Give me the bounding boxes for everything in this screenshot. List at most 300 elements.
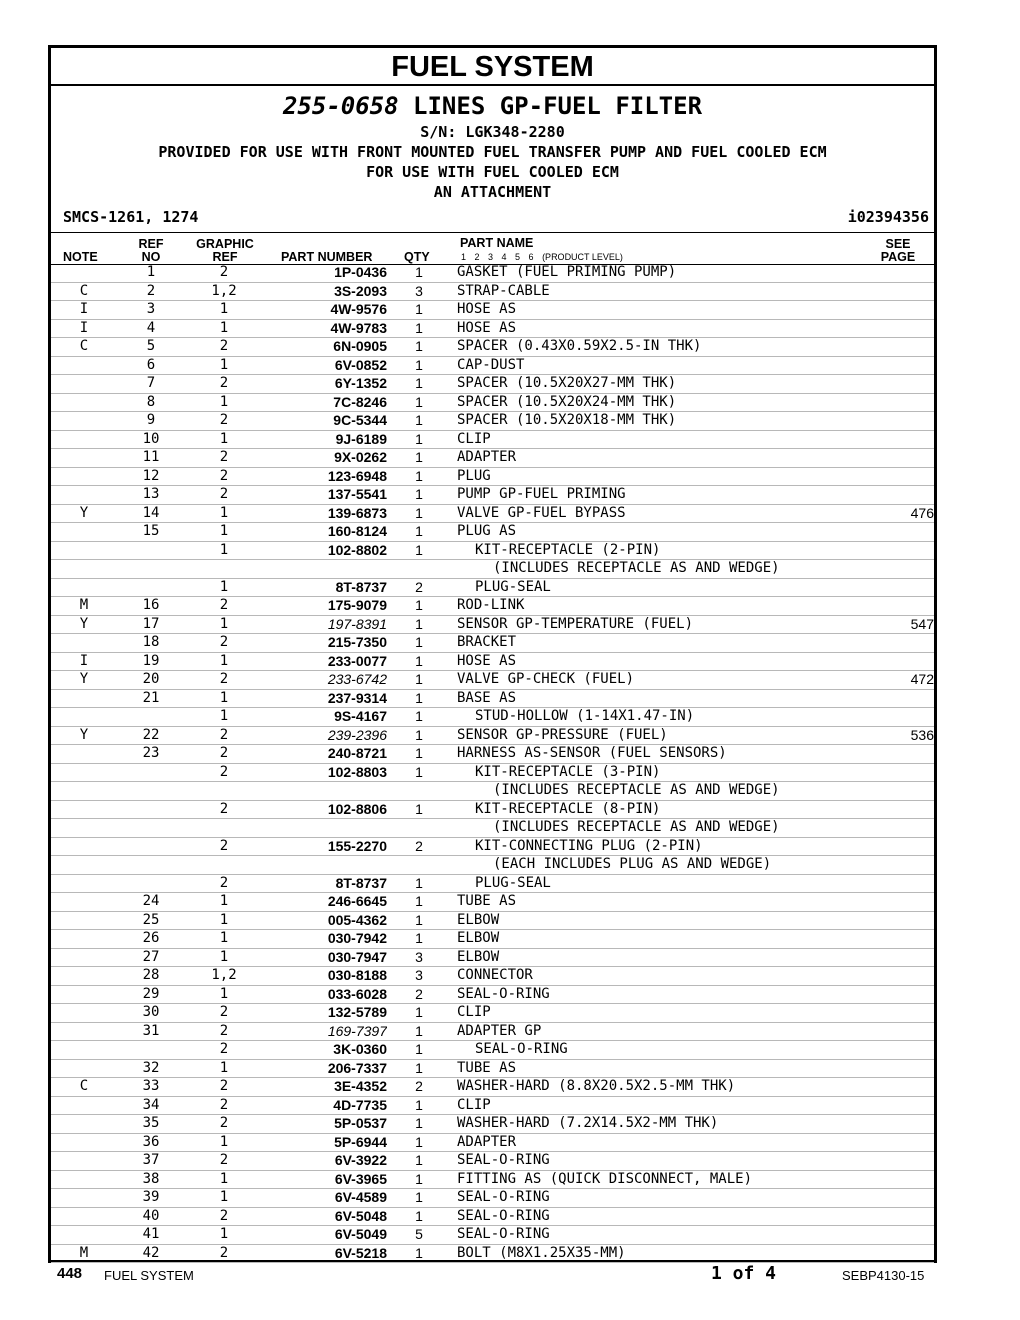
part-name-cell: ADAPTER <box>451 449 874 468</box>
table-row <box>51 597 934 616</box>
qty-cell: 1 <box>387 1244 451 1263</box>
qty-cell: 1 <box>387 523 451 542</box>
table-row <box>51 763 934 782</box>
part-name-cell: VALVE GP-CHECK (FUEL) <box>451 671 874 690</box>
part-number-cell: 8T-8737 <box>263 578 387 597</box>
see-page-cell <box>874 282 934 301</box>
see-page-cell: 536 <box>874 726 934 745</box>
part-number-cell: 4W-9783 <box>263 319 387 338</box>
see-page-cell <box>874 837 934 856</box>
part-number-cell: 132-5789 <box>263 1004 387 1023</box>
see-page-cell <box>874 911 934 930</box>
part-number-cell: 030-7947 <box>263 948 387 967</box>
ref-no-cell: 4 <box>117 319 185 338</box>
ref-no-cell: 2 <box>117 282 185 301</box>
qty-cell: 1 <box>387 1059 451 1078</box>
col-header-see-page: SEE PAGE <box>880 237 916 264</box>
ref-no-cell: 16 <box>117 597 185 616</box>
note-cell <box>51 449 117 468</box>
table-row <box>51 1115 934 1134</box>
graphic-ref-cell: 2 <box>185 338 263 357</box>
note-cell <box>51 1226 117 1245</box>
part-number-cell: 6V-0852 <box>263 356 387 375</box>
graphic-ref-cell: 2 <box>185 1022 263 1041</box>
qty-cell <box>387 819 451 838</box>
table-row <box>51 1004 934 1023</box>
part-name-cell: GASKET (FUEL PRIMING PUMP) <box>451 264 874 282</box>
table-row <box>51 874 934 893</box>
table-row <box>51 689 934 708</box>
see-page-cell <box>874 1096 934 1115</box>
part-number-cell: 6Y-1352 <box>263 375 387 394</box>
note-cell <box>51 1096 117 1115</box>
part-name-cell: SENSOR GP-PRESSURE (FUEL) <box>451 726 874 745</box>
part-number-cell: 4D-7735 <box>263 1096 387 1115</box>
ref-no-cell: 22 <box>117 726 185 745</box>
qty-cell: 1 <box>387 486 451 505</box>
note-cell <box>51 1059 117 1078</box>
graphic-ref-cell: 1 <box>185 1226 263 1245</box>
graphic-ref-cell: 2 <box>185 1115 263 1134</box>
qty-cell: 1 <box>387 726 451 745</box>
graphic-ref-cell: 1 <box>185 1170 263 1189</box>
table-row <box>51 1078 934 1097</box>
note-cell <box>51 967 117 986</box>
group-name: LINES GP-FUEL FILTER <box>413 92 703 120</box>
ref-no-cell: 31 <box>117 1022 185 1041</box>
table-row <box>51 708 934 727</box>
part-number-cell: 5P-6944 <box>263 1133 387 1152</box>
graphic-ref-cell: 2 <box>185 837 263 856</box>
note-cell <box>51 1133 117 1152</box>
see-page-cell <box>874 264 934 282</box>
part-number-cell <box>263 819 387 838</box>
qty-cell: 1 <box>387 1022 451 1041</box>
part-number-cell: 1P-0436 <box>263 264 387 282</box>
note-cell <box>51 911 117 930</box>
parts-page-frame <box>48 45 937 1263</box>
note-cell <box>51 689 117 708</box>
see-page-cell: 472 <box>874 671 934 690</box>
table-row <box>51 652 934 671</box>
see-page-cell <box>874 1189 934 1208</box>
note-cell <box>51 1152 117 1171</box>
ref-no-cell: 39 <box>117 1189 185 1208</box>
ref-no-cell: 12 <box>117 467 185 486</box>
note-cell <box>51 948 117 967</box>
serial-number: S/N: LGK348-2280 <box>420 123 565 141</box>
table-row <box>51 319 934 338</box>
see-page-cell <box>874 948 934 967</box>
part-number-cell: 033-6028 <box>263 985 387 1004</box>
graphic-ref-cell: 2 <box>185 671 263 690</box>
part-number-cell: 137-5541 <box>263 486 387 505</box>
part-name-cell: FITTING AS (QUICK DISCONNECT, MALE) <box>451 1170 874 1189</box>
table-row <box>51 467 934 486</box>
qty-cell: 2 <box>387 1078 451 1097</box>
table-row <box>51 1041 934 1060</box>
see-page-cell <box>874 523 934 542</box>
note-cell: C <box>51 338 117 357</box>
see-page-cell <box>874 449 934 468</box>
part-name-cell: STUD-HOLLOW (1-14X1.47-IN) <box>451 708 874 727</box>
part-number-cell: 6V-3922 <box>263 1152 387 1171</box>
parts-table <box>51 264 934 1263</box>
graphic-ref-cell: 1 <box>185 911 263 930</box>
table-row <box>51 560 934 579</box>
part-name-cell: CLIP <box>451 1004 874 1023</box>
table-row <box>51 541 934 560</box>
table-row <box>51 393 934 412</box>
graphic-ref-cell: 2 <box>185 1078 263 1097</box>
see-page-cell <box>874 356 934 375</box>
part-number-cell: 3S-2093 <box>263 282 387 301</box>
see-page-cell <box>874 430 934 449</box>
see-page-cell <box>874 1207 934 1226</box>
footer-doc-id: SEBP4130-15 <box>842 1268 925 1283</box>
qty-cell: 3 <box>387 967 451 986</box>
note-cell <box>51 763 117 782</box>
graphic-ref-cell: 1 <box>185 319 263 338</box>
table-row <box>51 1207 934 1226</box>
note-cell <box>51 578 117 597</box>
part-name-cell: BASE AS <box>451 689 874 708</box>
note-cell <box>51 893 117 912</box>
part-name-cell: HARNESS AS-SENSOR (FUEL SENSORS) <box>451 745 874 764</box>
part-number-cell: 233-0077 <box>263 652 387 671</box>
usage-line-2: FOR USE WITH FUEL COOLED ECM <box>366 163 619 181</box>
note-cell <box>51 375 117 394</box>
see-page-cell <box>874 1226 934 1245</box>
product-levels: 1 2 3 4 5 6 <box>461 252 534 262</box>
ref-no-cell: 19 <box>117 652 185 671</box>
part-number-cell: 3K-0360 <box>263 1041 387 1060</box>
ref-no-cell <box>117 578 185 597</box>
part-number-cell: 246-6645 <box>263 893 387 912</box>
see-page-cell <box>874 412 934 431</box>
part-number-cell: 9J-6189 <box>263 430 387 449</box>
part-name-cell: HOSE AS <box>451 301 874 320</box>
see-page-cell <box>874 689 934 708</box>
see-page-cell <box>874 634 934 653</box>
note-cell <box>51 819 117 838</box>
graphic-ref-cell: 2 <box>185 467 263 486</box>
ref-no-cell: 30 <box>117 1004 185 1023</box>
part-number-cell <box>263 560 387 579</box>
see-page-cell <box>874 1152 934 1171</box>
part-number-cell: 206-7337 <box>263 1059 387 1078</box>
part-name-cell: PLUG <box>451 467 874 486</box>
table-row <box>51 1059 934 1078</box>
graphic-ref-cell: 2 <box>185 597 263 616</box>
part-number-cell: 030-7942 <box>263 930 387 949</box>
ref-no-cell: 18 <box>117 634 185 653</box>
col-header-ref-no: REF NO <box>138 237 164 264</box>
see-page-cell: 476 <box>874 504 934 523</box>
part-name-cell: ELBOW <box>451 930 874 949</box>
ref-no-cell: 33 <box>117 1078 185 1097</box>
qty-cell: 2 <box>387 985 451 1004</box>
see-page-cell <box>874 597 934 616</box>
part-name-cell: TUBE AS <box>451 893 874 912</box>
table-row <box>51 856 934 875</box>
table-row <box>51 782 934 801</box>
ref-no-cell: 35 <box>117 1115 185 1134</box>
ref-no-cell: 38 <box>117 1170 185 1189</box>
qty-cell: 1 <box>387 393 451 412</box>
parts-table-body <box>51 264 934 1263</box>
table-row <box>51 523 934 542</box>
part-name-cell: TUBE AS <box>451 1059 874 1078</box>
ref-no-cell <box>117 763 185 782</box>
part-name-cell: (EACH INCLUDES PLUG AS AND WEDGE) <box>451 856 874 875</box>
note-cell: M <box>51 1244 117 1263</box>
ref-no-cell: 24 <box>117 893 185 912</box>
see-page-cell <box>874 985 934 1004</box>
note-cell <box>51 430 117 449</box>
qty-cell: 1 <box>387 1189 451 1208</box>
graphic-ref-cell: 1 <box>185 578 263 597</box>
ref-no-cell: 42 <box>117 1244 185 1263</box>
table-row <box>51 375 934 394</box>
qty-cell: 1 <box>387 1207 451 1226</box>
table-row <box>51 578 934 597</box>
ref-no-cell: 36 <box>117 1133 185 1152</box>
table-row <box>51 282 934 301</box>
note-cell <box>51 1041 117 1060</box>
part-name-cell: SPACER (10.5X20X24-MM THK) <box>451 393 874 412</box>
see-page-cell <box>874 301 934 320</box>
part-name-cell: CONNECTOR <box>451 967 874 986</box>
part-name-cell: BOLT (M8X1.25X35-MM) <box>451 1244 874 1263</box>
see-page-cell <box>874 319 934 338</box>
note-cell <box>51 467 117 486</box>
graphic-ref-cell: 1 <box>185 930 263 949</box>
qty-cell: 5 <box>387 1226 451 1245</box>
qty-cell: 1 <box>387 467 451 486</box>
part-number-cell: 9X-0262 <box>263 449 387 468</box>
table-row <box>51 1022 934 1041</box>
table-row <box>51 264 934 282</box>
graphic-ref-cell: 2 <box>185 763 263 782</box>
ref-no-cell: 40 <box>117 1207 185 1226</box>
see-page-cell <box>874 874 934 893</box>
illustration-id: i02394356 <box>847 208 929 226</box>
ref-no-cell: 34 <box>117 1096 185 1115</box>
note-cell <box>51 634 117 653</box>
table-row <box>51 1170 934 1189</box>
part-number-cell <box>263 782 387 801</box>
part-number-cell: 7C-8246 <box>263 393 387 412</box>
table-row <box>51 338 934 357</box>
ref-no-cell: 3 <box>117 301 185 320</box>
graphic-ref-cell: 1 <box>185 708 263 727</box>
part-name-cell: SEAL-O-RING <box>451 1041 874 1060</box>
see-page-cell <box>874 819 934 838</box>
usage-line-1: PROVIDED FOR USE WITH FRONT MOUNTED FUEL TRANSFER PUMP AND FUEL COOLED ECM <box>158 143 827 161</box>
graphic-ref-cell <box>185 782 263 801</box>
part-name-cell: SEAL-O-RING <box>451 985 874 1004</box>
part-name-cell: SPACER (10.5X20X27-MM THK) <box>451 375 874 394</box>
ref-no-cell: 41 <box>117 1226 185 1245</box>
graphic-ref-cell: 1 <box>185 615 263 634</box>
ref-no-cell <box>117 874 185 893</box>
qty-cell: 2 <box>387 837 451 856</box>
see-page-cell <box>874 708 934 727</box>
note-cell <box>51 1207 117 1226</box>
graphic-ref-cell <box>185 856 263 875</box>
graphic-ref-cell: 2 <box>185 1152 263 1171</box>
part-number-cell: 169-7397 <box>263 1022 387 1041</box>
graphic-ref-cell: 2 <box>185 800 263 819</box>
note-cell <box>51 393 117 412</box>
ref-no-cell: 28 <box>117 967 185 986</box>
see-page-cell <box>874 856 934 875</box>
qty-cell: 1 <box>387 412 451 431</box>
qty-cell: 1 <box>387 930 451 949</box>
see-page-cell <box>874 1133 934 1152</box>
part-number-cell: 239-2396 <box>263 726 387 745</box>
see-page-cell <box>874 745 934 764</box>
note-cell: M <box>51 597 117 616</box>
note-cell <box>51 708 117 727</box>
qty-cell: 1 <box>387 1170 451 1189</box>
see-page-cell <box>874 1115 934 1134</box>
part-number-cell: 6V-4589 <box>263 1189 387 1208</box>
see-page-cell <box>874 893 934 912</box>
graphic-ref-cell: 1 <box>185 1059 263 1078</box>
see-page-cell <box>874 763 934 782</box>
table-row <box>51 948 934 967</box>
table-row <box>51 985 934 1004</box>
note-cell <box>51 486 117 505</box>
ref-no-cell: 15 <box>117 523 185 542</box>
part-name-cell: KIT-RECEPTACLE (2-PIN) <box>451 541 874 560</box>
ref-no-cell: 13 <box>117 486 185 505</box>
qty-cell: 1 <box>387 449 451 468</box>
part-name-cell: PLUG-SEAL <box>451 578 874 597</box>
graphic-ref-cell: 2 <box>185 1207 263 1226</box>
part-name-cell: ROD-LINK <box>451 597 874 616</box>
part-number-cell: 175-9079 <box>263 597 387 616</box>
part-name-cell: ADAPTER GP <box>451 1022 874 1041</box>
footer-section: FUEL SYSTEM <box>104 1268 194 1283</box>
table-row <box>51 1226 934 1245</box>
ref-no-cell: 6 <box>117 356 185 375</box>
system-title: FUEL SYSTEM <box>51 48 934 86</box>
table-row <box>51 671 934 690</box>
part-number-cell: 233-6742 <box>263 671 387 690</box>
graphic-ref-cell: 2 <box>185 264 263 282</box>
part-number-cell: 240-8721 <box>263 745 387 764</box>
part-name-cell: PLUG AS <box>451 523 874 542</box>
part-name-cell: CLIP <box>451 430 874 449</box>
part-number-cell: 3E-4352 <box>263 1078 387 1097</box>
graphic-ref-cell: 1 <box>185 1189 263 1208</box>
note-cell <box>51 856 117 875</box>
see-page-cell <box>874 1078 934 1097</box>
part-number-cell: 6V-5218 <box>263 1244 387 1263</box>
note-cell <box>51 1115 117 1134</box>
qty-cell: 1 <box>387 652 451 671</box>
graphic-ref-cell: 2 <box>185 1041 263 1060</box>
part-name-cell: ADAPTER <box>451 1133 874 1152</box>
table-row <box>51 819 934 838</box>
part-number-cell: 6V-5049 <box>263 1226 387 1245</box>
graphic-ref-cell: 2 <box>185 1244 263 1263</box>
table-row <box>51 726 934 745</box>
part-number-cell: 237-9314 <box>263 689 387 708</box>
table-row <box>51 893 934 912</box>
qty-cell: 1 <box>387 708 451 727</box>
graphic-ref-cell: 1 <box>185 523 263 542</box>
qty-cell: 1 <box>387 264 451 282</box>
part-number-cell: 160-8124 <box>263 523 387 542</box>
part-number-cell: 6V-3965 <box>263 1170 387 1189</box>
ref-no-cell: 29 <box>117 985 185 1004</box>
part-name-cell: SPACER (10.5X20X18-MM THK) <box>451 412 874 431</box>
note-cell <box>51 356 117 375</box>
table-row <box>51 504 934 523</box>
part-name-cell: KIT-RECEPTACLE (3-PIN) <box>451 763 874 782</box>
usage-line-3: AN ATTACHMENT <box>433 183 552 201</box>
part-name-cell: PLUG-SEAL <box>451 874 874 893</box>
ref-no-cell <box>117 800 185 819</box>
ref-no-cell: 20 <box>117 671 185 690</box>
part-name-cell: SEAL-O-RING <box>451 1152 874 1171</box>
graphic-ref-cell: 1 <box>185 689 263 708</box>
part-name-cell: SENSOR GP-TEMPERATURE (FUEL) <box>451 615 874 634</box>
part-number-cell: 155-2270 <box>263 837 387 856</box>
see-page-cell <box>874 1041 934 1060</box>
part-name-cell: CLIP <box>451 1096 874 1115</box>
qty-cell: 1 <box>387 874 451 893</box>
part-name-cell: CAP-DUST <box>451 356 874 375</box>
see-page-cell <box>874 467 934 486</box>
part-name-cell: STRAP-CABLE <box>451 282 874 301</box>
footer-page-number: 448 <box>57 1265 83 1282</box>
part-name-cell: SEAL-O-RING <box>451 1207 874 1226</box>
table-row <box>51 1096 934 1115</box>
note-cell <box>51 1004 117 1023</box>
see-page-cell <box>874 782 934 801</box>
part-number-cell: 5P-0537 <box>263 1115 387 1134</box>
graphic-ref-cell: 2 <box>185 1096 263 1115</box>
ref-no-cell: 17 <box>117 615 185 634</box>
see-page-cell <box>874 1170 934 1189</box>
graphic-ref-cell: 2 <box>185 634 263 653</box>
graphic-ref-cell: 1 <box>185 1133 263 1152</box>
part-name-cell: PUMP GP-FUEL PRIMING <box>451 486 874 505</box>
qty-cell: 1 <box>387 541 451 560</box>
table-row <box>51 1189 934 1208</box>
part-number-cell: 197-8391 <box>263 615 387 634</box>
ref-no-cell <box>117 837 185 856</box>
ref-no-cell: 10 <box>117 430 185 449</box>
part-name-cell: SEAL-O-RING <box>451 1226 874 1245</box>
ref-no-cell: 25 <box>117 911 185 930</box>
table-row <box>51 911 934 930</box>
part-number-cell: 102-8806 <box>263 800 387 819</box>
table-row <box>51 967 934 986</box>
col-header-qty: QTY <box>404 250 430 264</box>
part-number-cell: 123-6948 <box>263 467 387 486</box>
note-cell: C <box>51 1078 117 1097</box>
part-name-cell: SPACER (0.43X0.59X2.5-IN THK) <box>451 338 874 357</box>
note-cell <box>51 1022 117 1041</box>
see-page-cell <box>874 486 934 505</box>
see-page-cell <box>874 393 934 412</box>
